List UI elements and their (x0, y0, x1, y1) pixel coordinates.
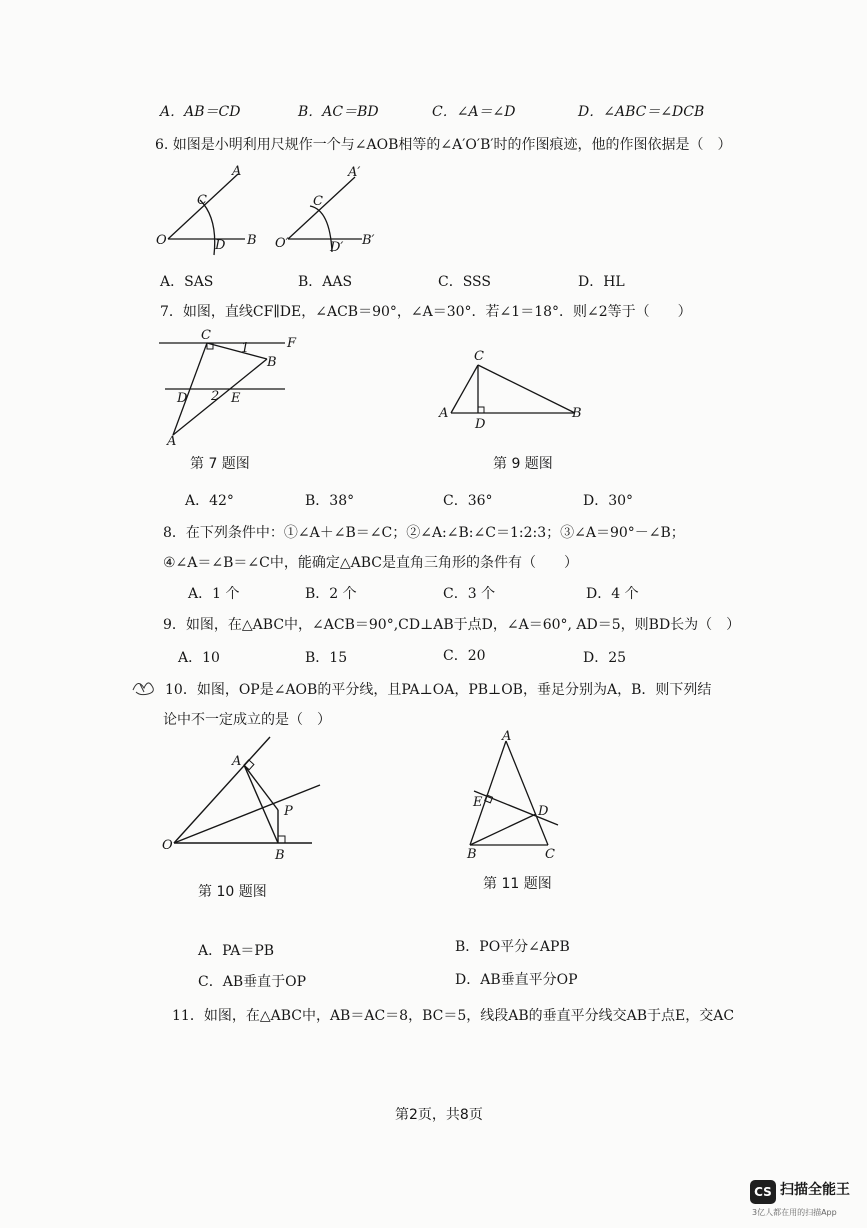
q11-stem: 11．如图，在△ABC中，AB＝AC＝8，BC＝5，线段AB的垂直平分线交AB于点E，交AC (172, 1008, 735, 1024)
q10-fig-label: A (232, 754, 242, 769)
q10-fig-label: B (275, 848, 285, 863)
q6-option-d: D．HL (578, 274, 625, 290)
q6-fig-label: A (232, 164, 242, 179)
q10-fig-label: P (284, 804, 293, 819)
q5-option-c: C．∠A＝∠D (432, 104, 516, 120)
q10-caption: 第 10 题图 (198, 884, 267, 900)
q7-fig-label: C (201, 328, 211, 343)
q7-caption: 第 7 题图 (190, 456, 250, 472)
q8-option-b: B．2 个 (305, 586, 357, 602)
q10-option-a: A．PA＝PB (198, 943, 275, 959)
page-number: 第2页，共8页 (395, 1107, 483, 1123)
q9-option-c: C．20 (443, 648, 486, 664)
fig9-label: C (474, 349, 484, 364)
q6-fig-label: D′ (330, 240, 344, 255)
q7-fig-label: E (231, 391, 241, 406)
q8-option-a: A．1 个 (188, 586, 240, 602)
q10-option-c: C．AB垂直于OP (198, 974, 307, 990)
q6-option-b: B．AAS (298, 274, 353, 290)
q5-option-a: A．AB＝CD (160, 104, 241, 120)
q6-fig-label: C (313, 194, 323, 209)
q6-fig-label: B′ (362, 233, 375, 248)
q7-fig-label: F (287, 336, 297, 351)
q6-fig-label: D (215, 238, 226, 253)
fig9-caption: 第 9 题图 (493, 456, 553, 472)
scanner-tagline: 3亿人都在用的扫描App (752, 1208, 837, 1217)
q9-option-b: B．15 (305, 650, 348, 666)
q8-option-c: C．3 个 (443, 586, 496, 602)
scanner-logo: CS (750, 1180, 776, 1204)
q6-stem: 6. 如图是小明利用尺规作一个与∠AOB相等的∠A′O′B′时的作图痕迹，他的作图依据是（ ） (155, 137, 732, 153)
fig11-caption: 第 11 题图 (483, 876, 552, 892)
fig11-label: B (467, 847, 477, 862)
q8-line2: ④∠A＝∠B＝∠C中，能确定△ABC是直角三角形的条件有（ ） (163, 555, 578, 571)
q10-fig-label: O (162, 838, 173, 853)
fig11-label: A (502, 729, 512, 744)
q7-option-b: B．38° (305, 493, 355, 509)
q10-figure (160, 735, 320, 865)
handwritten-mark (130, 676, 162, 698)
q9-stem: 9．如图，在△ABC中，∠ACB＝90°,CD⊥AB于点D，∠A＝60°, AD＝5，则BD长为（ ） (163, 617, 741, 633)
q9-option-d: D．25 (583, 650, 627, 666)
q6-figure (150, 160, 400, 260)
q10-line2: 论中不一定成立的是（ ） (163, 712, 331, 728)
fig9-label: D (475, 417, 486, 432)
q7-fig-label: 1 (241, 341, 250, 356)
q8-option-d: D．4 个 (586, 586, 639, 602)
fig11-label: D (538, 804, 549, 819)
q6-fig-label: B (247, 233, 257, 248)
q6-fig-label: O′ (275, 236, 289, 251)
q5-option-d: D．∠ABC＝∠DCB (578, 104, 705, 120)
fig11-label: C (545, 847, 555, 862)
fig9-label: B (572, 406, 582, 421)
q7-option-d: D．30° (583, 493, 634, 509)
q7-option-c: C．36° (443, 493, 493, 509)
q10-option-b: B．PO平分∠APB (455, 939, 570, 955)
q7-fig-label: D (177, 391, 188, 406)
fig9-figure (435, 345, 585, 430)
q5-option-b: B．AC＝BD (298, 104, 379, 120)
q10-line1: 10．如图，OP是∠AOB的平分线，且PA⊥OA，PB⊥OB，垂足分别为A，B．则下列结 (165, 682, 712, 698)
q6-option-a: A．SAS (160, 274, 214, 290)
scanner-brand: 扫描全能王 (780, 1182, 850, 1198)
q7-figure (155, 325, 305, 455)
q7-option-a: A．42° (185, 493, 234, 509)
q6-fig-label: A′ (348, 165, 361, 180)
fig11-figure (460, 729, 565, 863)
q6-option-c: C．SSS (438, 274, 491, 290)
q7-fig-label: A (167, 434, 177, 449)
q8-line1: 8．在下列条件中：①∠A＋∠B＝∠C；②∠A:∠B:∠C＝1:2:3；③∠A＝90°－∠B； (163, 525, 685, 541)
fig11-label: E (473, 795, 483, 810)
q7-fig-label: B (267, 355, 277, 370)
q6-fig-label: O (156, 233, 167, 248)
q7-stem: 7．如图，直线CF∥DE，∠ACB＝90°，∠A＝30°．若∠1＝18°．则∠2等于（ ） (160, 304, 692, 320)
q7-fig-label: 2 (211, 389, 220, 404)
q6-fig-label: C (197, 193, 207, 208)
fig9-label: A (439, 406, 449, 421)
q10-option-d: D．AB垂直平分OP (455, 972, 578, 988)
q9-option-a: A．10 (178, 650, 220, 666)
